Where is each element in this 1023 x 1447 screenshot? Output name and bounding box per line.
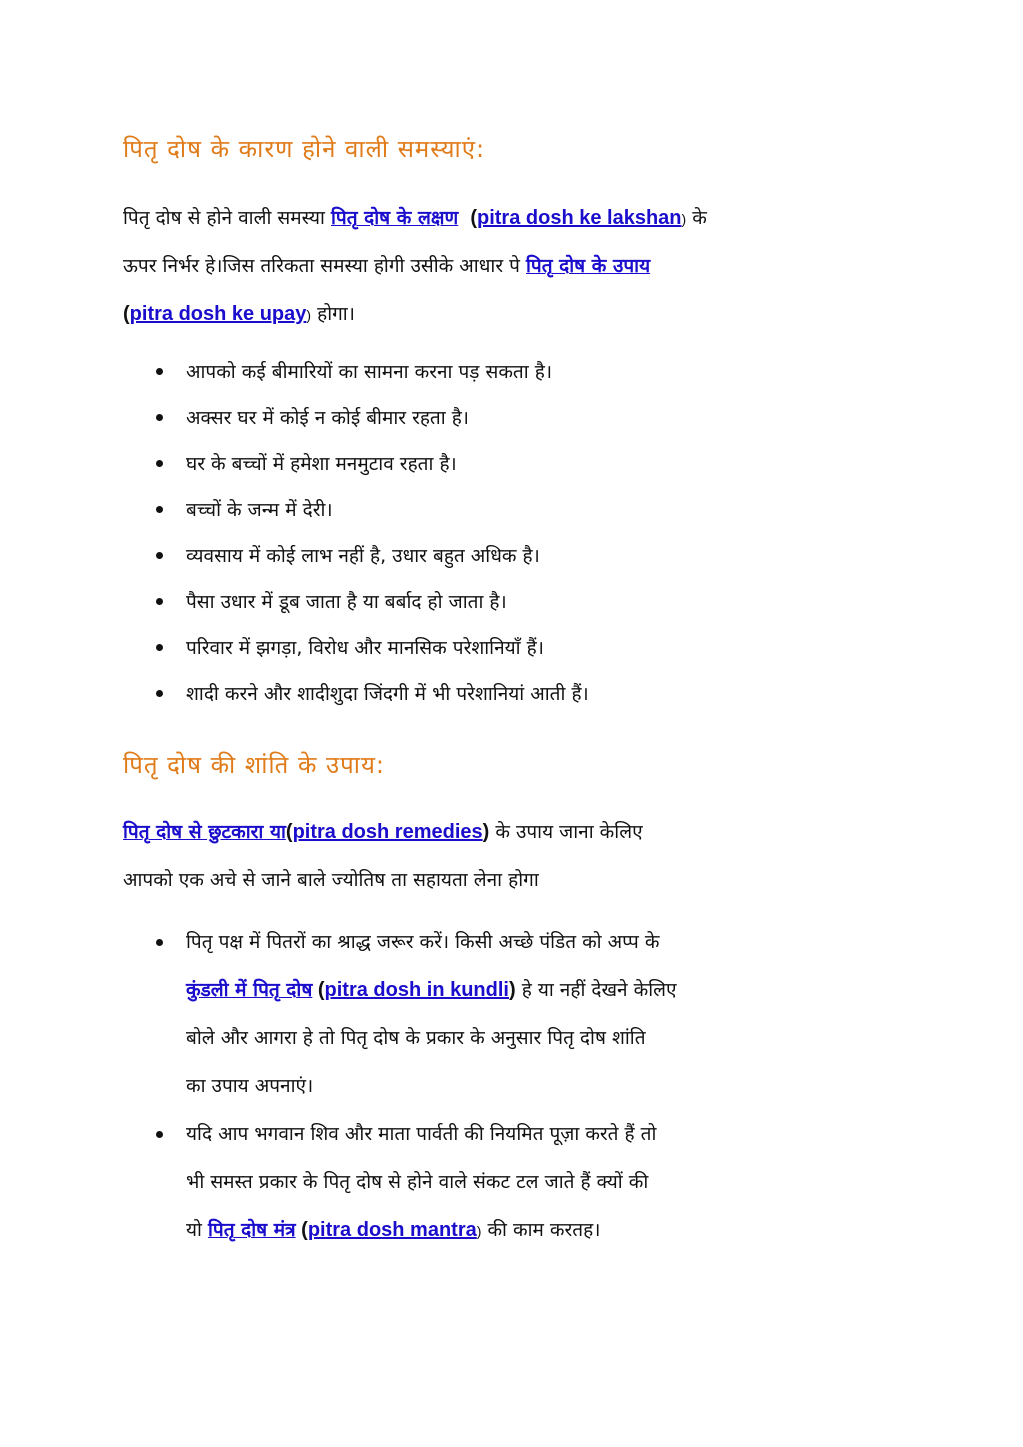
list-item: पितृ पक्ष में पितरों का श्राद्ध जरूर करें। किसी अच्छे पंडित को अप्प के कुंडली में पितृ दोष (pitra dosh in kundli) हे या नहीं देखने केलिए बोले और आगरा हे तो पितृ दोष के प्रकार के अनुसार पितृ दोष शांति का उपाय अपनाएं। bbox=[150, 918, 910, 1110]
bullet-icon bbox=[156, 939, 163, 946]
bullet-icon bbox=[156, 506, 163, 513]
list-item: व्यवसाय में कोई लाभ नहीं है, उधार बहुत अधिक है। bbox=[150, 533, 910, 579]
link-kundli-mein-pitra-dosh[interactable]: कुंडली में पितृ दोष bbox=[186, 979, 313, 1001]
link-pitra-dosh-chhutkara[interactable]: पितृ दोष से छुटकारा या bbox=[123, 821, 286, 843]
link-pitra-dosh-upay[interactable]: पितृ दोष के उपाय bbox=[525, 255, 651, 277]
bullet-icon bbox=[156, 598, 163, 605]
remedies-list bbox=[150, 918, 910, 1254]
remedies-intro-paragraph bbox=[123, 808, 883, 904]
section-heading-remedies: पितृ दोष की शांति के उपाय: bbox=[123, 751, 386, 779]
intro-line-2: ऊपर निर्भर हे।जिस तरिकता समस्या होगी उसीके आधार पे पितृ दोष के उपाय bbox=[123, 255, 651, 277]
bullet-icon bbox=[156, 644, 163, 651]
bullet-icon bbox=[156, 414, 163, 421]
list-item: घर के बच्चों में हमेशा मनमुटाव रहता है। bbox=[150, 441, 910, 487]
bullet-icon bbox=[156, 690, 163, 697]
list-item: पैसा उधार में डूब जाता है या बर्बाद हो जाता है। bbox=[150, 579, 910, 625]
link-pitra-dosh-mantra[interactable]: pitra dosh mantra bbox=[307, 1219, 477, 1241]
link-pitra-dosh-in-kundli[interactable]: pitra dosh in kundli bbox=[324, 979, 509, 1001]
section-heading-causes: पितृ दोष के कारण होने वाली समस्याएं: bbox=[123, 135, 486, 163]
list-item: आपको कई बीमारियों का सामना करना पड़ सकता है। bbox=[150, 349, 910, 395]
bullet-icon bbox=[156, 1131, 163, 1138]
link-pitra-dosh-remedies[interactable]: pitra dosh remedies bbox=[292, 821, 483, 843]
remedies-line-1: पितृ दोष से छुटकारा या(pitra dosh remedies) के उपाय जाना केलिए bbox=[123, 821, 643, 843]
link-pitra-dosh-ke-lakshan[interactable]: pitra dosh ke lakshan bbox=[476, 207, 682, 229]
remedies-line-2: आपको एक अचे से जाने बाले ज्योतिष ता सहायता लेना होगा bbox=[123, 869, 539, 891]
list-item: परिवार में झगड़ा, विरोध और मानसिक परेशानियाँ हैं। bbox=[150, 625, 910, 671]
link-pitra-dosh-mantra-hindi[interactable]: पितृ दोष मंत्र bbox=[207, 1219, 296, 1241]
causes-list bbox=[150, 349, 910, 717]
intro-line-1: पितृ दोष से होने वाली समस्या पितृ दोष के लक्षण (pitra dosh ke lakshan) के bbox=[123, 207, 707, 229]
link-pitra-dosh-ke-upay[interactable]: pitra dosh ke upay bbox=[129, 303, 307, 325]
bullet-icon bbox=[156, 460, 163, 467]
list-item: अक्सर घर में कोई न कोई बीमार रहता है। bbox=[150, 395, 910, 441]
link-pitra-dosh-lakshan[interactable]: पितृ दोष के लक्षण bbox=[331, 207, 459, 229]
list-item: बच्चों के जन्म में देरी। bbox=[150, 487, 910, 533]
bullet-icon bbox=[156, 552, 163, 559]
causes-intro-paragraph bbox=[123, 194, 883, 338]
bullet-icon bbox=[156, 368, 163, 375]
list-item: शादी करने और शादीशुदा जिंदगी में भी परेशानियां आती हैं। bbox=[150, 671, 910, 717]
intro-line-3: (pitra dosh ke upay) होगा। bbox=[123, 303, 355, 325]
list-item: यदि आप भगवान शिव और माता पार्वती की नियमित पूज़ा करते हैं तो भी समस्त प्रकार के पितृ दोष से होने वाले संकट टल जाते हैं क्यों की यो पितृ दोष मंत्र (pitra dosh mantra) की काम करतह। bbox=[150, 1110, 910, 1254]
